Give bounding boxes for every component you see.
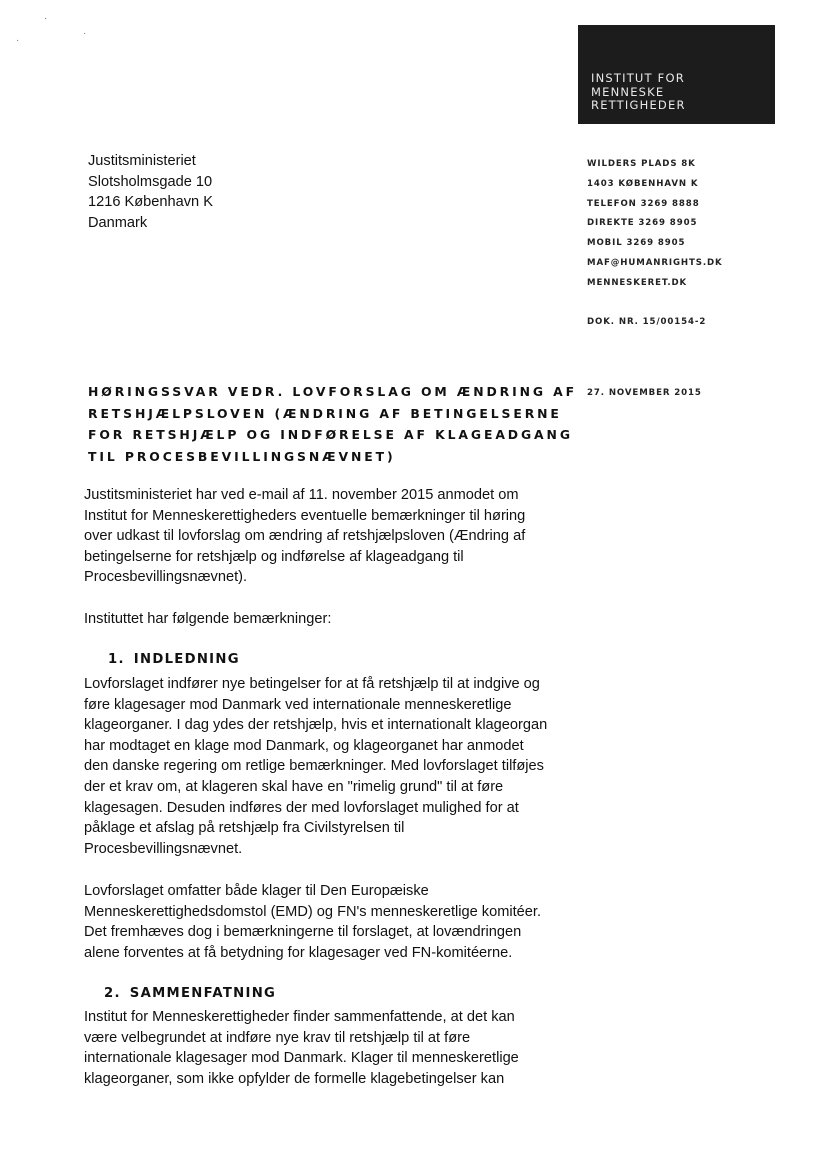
body-line: føre klagesager mod Danmark ved internationale menneskeretlige (84, 696, 512, 713)
body-line: Institut for Menneskerettigheders eventuelle bemærkninger til høring (84, 507, 526, 524)
body-line: påklage et afslag på retshjælp fra Civilstyrelsen til (84, 820, 405, 837)
institute-logo (578, 25, 775, 124)
body-line: klagesagen. Desuden indføres der med lovforslaget mulighed for at (84, 799, 519, 816)
logo-text (591, 72, 686, 113)
contact-direct: DIREKTE 3269 8905 (587, 218, 698, 229)
section-1-paragraph-2 (84, 881, 541, 963)
title-line: FOR RETSHJÆLP OG INDFØRELSE AF KLAGEADGANG (88, 427, 573, 442)
document-number: DOK. NR. 15/00154-2 (587, 317, 707, 327)
body-line: Lovforslaget indfører nye betingelser for at få retshjælp til at indgive og (84, 676, 540, 692)
logo-line: RETTIGHEDER (591, 98, 686, 112)
section-title: INDLEDNING (133, 652, 240, 667)
recipient-line: 1216 København K (88, 194, 213, 210)
section-title: SAMMENFATNING (129, 986, 277, 1001)
body-line: klageorganer, som ikke opfylder de formelle klagebetingelser kan (84, 1070, 505, 1087)
body-line: alene forventes at få betydning for klagesager ved FN-komitéerne. (84, 944, 513, 961)
section-2-paragraph-1 (84, 1007, 519, 1089)
body-line: Procesbevillingsnævnet). (84, 569, 248, 586)
section-heading-2 (104, 986, 276, 1001)
contact-address: WILDERS PLADS 8K (587, 159, 696, 169)
body-line: der et krav om, at klageren skal have en "rimelig grund" til at føre (84, 778, 504, 795)
title-line: RETSHJÆLPSLOVEN (ÆNDRING AF BETINGELSERNE (88, 405, 562, 421)
remarks-line: Instituttet har følgende bemærkninger: (84, 611, 332, 627)
body-line: betingelserne for retshjælp og indførelse af klageadgang til (84, 548, 464, 565)
recipient-line: Justitsministeriet (88, 153, 196, 169)
intro-paragraph (84, 485, 525, 588)
contact-city: 1403 KØBENHAVN K (587, 178, 699, 189)
contact-website: MENNESKERET.DK (587, 277, 688, 288)
recipient-address (88, 151, 213, 233)
contact-email: MAF@HUMANRIGHTS.DK (587, 257, 723, 268)
title-line: TIL PROCESBEVILLINGSNÆVNET) (88, 448, 396, 464)
section-heading-1 (108, 652, 240, 667)
body-line: klageorganer. I dag ydes der retshjælp, hvis et internationalt klageorgan (84, 717, 548, 734)
logo-line: INSTITUT FOR (591, 71, 685, 85)
body-line: har modtaget en klage mod Danmark, og klageorganet har anmodet (84, 737, 524, 754)
contact-phone: TELEFON 3269 8888 (587, 198, 700, 209)
body-line: Justitsministeriet har ved e-mail af 11. november 2015 anmodet om (84, 487, 519, 503)
body-line: Institut for Menneskerettigheder finder sammenfattende, at det kan (84, 1009, 515, 1025)
scan-speck: · (44, 13, 48, 24)
contact-mobile: MOBIL 3269 8905 (587, 238, 686, 249)
letter-date: 27. NOVEMBER 2015 (587, 388, 702, 398)
recipient-line: Slotsholmsgade 10 (88, 173, 213, 190)
body-line: Det fremhæves dog i bemærkningerne til forslaget, at lovændringen (84, 924, 522, 941)
body-line: over udkast til lovforslag om ændring af retshjælpsloven (Ændring af (84, 528, 526, 545)
sender-contact-block (587, 159, 723, 298)
body-line: internationale klagesager mod Danmark. Klager til menneskeretlige (84, 1050, 519, 1067)
body-line: Lovforslaget omfatter både klager til Den Europæiske (84, 883, 429, 899)
scan-speck: · (16, 35, 20, 46)
section-number: 2. (104, 986, 121, 1001)
document-title (88, 381, 577, 467)
title-line: HØRINGSSVAR VEDR. LOVFORSLAG OM ÆNDRING AF (88, 384, 578, 399)
scan-speck: · (83, 28, 87, 39)
body-line: være velbegrundet at indføre nye krav til retshjælp til at føre (84, 1029, 471, 1046)
section-1-paragraph-1 (84, 674, 547, 859)
logo-line: MENNESKE (591, 84, 665, 99)
recipient-line: Danmark (88, 214, 148, 231)
body-line: Procesbevillingsnævnet. (84, 840, 243, 857)
body-line: Menneskerettighedsdomstol (EMD) og FN's menneskeretlige komitéer. (84, 903, 542, 920)
body-line: den danske regering om retlige bemærkninger. Med lovforslaget tilføjes (84, 758, 544, 775)
section-number: 1. (108, 652, 125, 667)
